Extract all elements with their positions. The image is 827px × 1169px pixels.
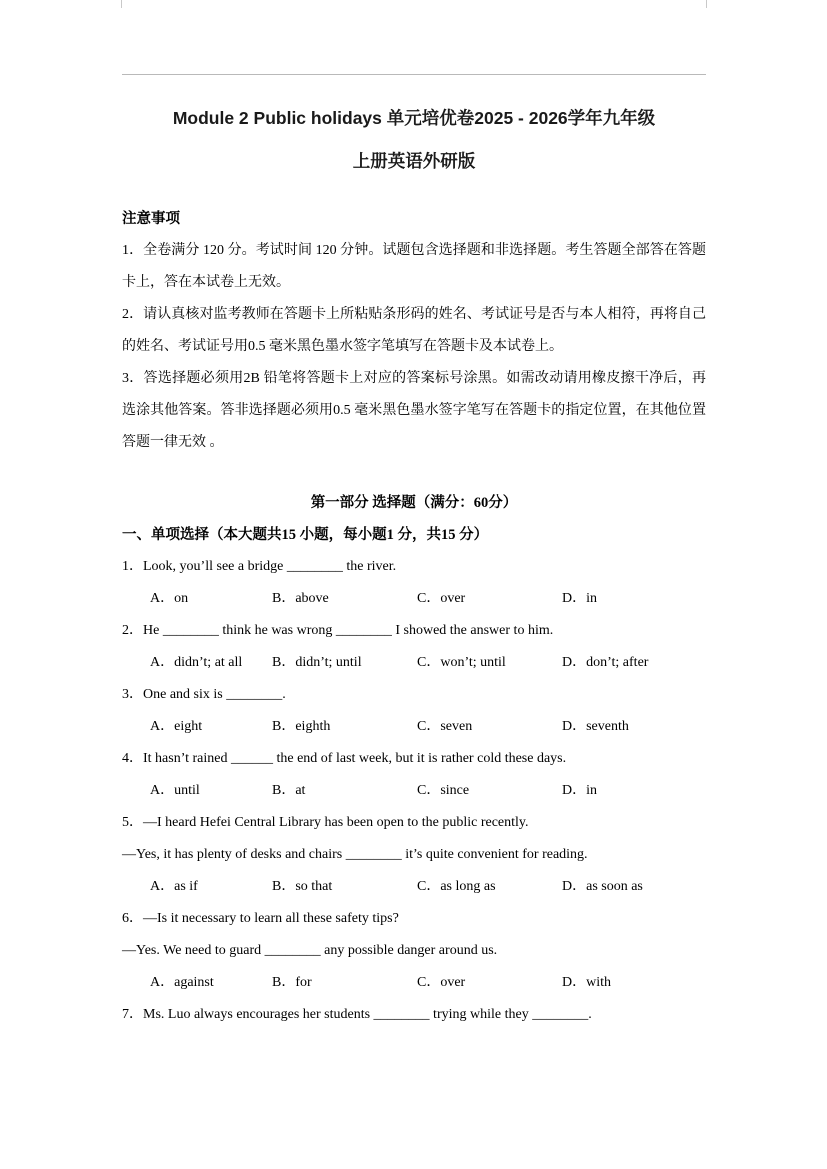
option: D．in — [562, 591, 597, 606]
options-row — [122, 711, 706, 743]
question-text: 7．Ms. Luo always encourages her students ________ trying while they ________. — [122, 1007, 592, 1022]
title-line-2: 上册英语外研版 — [352, 151, 476, 171]
option: D．don’t; after — [562, 655, 649, 670]
exam-page — [122, 0, 706, 1031]
page-title — [122, 97, 706, 183]
option: A．didn’t; at all — [150, 655, 243, 670]
option: C．over — [417, 975, 466, 990]
option: A．as if — [150, 879, 198, 894]
question-block — [122, 743, 706, 807]
option: B．above — [272, 591, 329, 606]
option: B．for — [272, 975, 312, 990]
notice-item-1: 1．全卷满分 120 分。考试时间 120 分钟。试题包含选择题和非选择题。考生答题全部答在答题卡上，答在本试卷上无效。 — [122, 243, 706, 290]
options-row — [122, 871, 706, 903]
question-text: 3．One and six is ________. — [122, 687, 286, 702]
option: A．against — [150, 975, 214, 990]
questions-list — [122, 551, 706, 1031]
question-text: —Yes, it has plenty of desks and chairs ________ it’s quite convenient for reading. — [122, 847, 588, 862]
question-block — [122, 807, 706, 903]
option: B．didn’t; until — [272, 655, 362, 670]
question-block — [122, 551, 706, 615]
question-text: 2．He ________ think he was wrong ________ I showed the answer to him. — [122, 623, 554, 638]
question-block — [122, 999, 706, 1031]
option: A．on — [150, 591, 189, 606]
option: B．eighth — [272, 719, 331, 734]
option: B．so that — [272, 879, 333, 894]
options-row — [122, 775, 706, 807]
option: D．with — [562, 975, 611, 990]
title-line-1: Module 2 Public holidays 单元培优卷2025 - 2026学年九年级 — [172, 108, 656, 128]
question-block — [122, 615, 706, 679]
question-text: 4．It hasn’t rained ______ the end of last week, but it is rather cold these days. — [122, 751, 567, 766]
option: D．as soon as — [562, 879, 643, 894]
option: A．eight — [150, 719, 203, 734]
options-row — [122, 647, 706, 679]
option: A．until — [150, 783, 200, 798]
options-row — [122, 967, 706, 999]
question-text: —Yes. We need to guard ________ any possible danger around us. — [122, 943, 498, 958]
question-text: 5．—I heard Hefei Central Library has been open to the public recently. — [122, 815, 529, 830]
question-block — [122, 903, 706, 999]
option: C．since — [417, 783, 470, 798]
option: C．over — [417, 591, 466, 606]
section-heading: 第一部分 选择题（满分：60分） — [310, 495, 518, 511]
option: C．won’t; until — [417, 655, 506, 670]
page-edge-mark-right — [706, 0, 707, 8]
header-rule — [122, 74, 706, 75]
option: B．at — [272, 783, 306, 798]
option: C．seven — [417, 719, 473, 734]
option: D．seventh — [562, 719, 629, 734]
notice-heading: 注意事项 — [122, 211, 180, 227]
option: D．in — [562, 783, 597, 798]
options-row — [122, 583, 706, 615]
question-block — [122, 679, 706, 743]
option: C．as long as — [417, 879, 496, 894]
part-heading: 一、单项选择（本大题共15 小题，每小题1 分，共15 分） — [122, 527, 489, 543]
notice-item-3: 3．答选择题必须用2B 铅笔将答题卡上对应的答案标号涂黑。如需改动请用橡皮擦干净后，再选涂其他答案。答非选择题必须用0.5 毫米黑色墨水签字笔写在答题卡的指定位置，在其他位置答题一律无效 。 — [122, 371, 706, 450]
question-text: 6．—Is it necessary to learn all these safety tips? — [122, 911, 399, 926]
question-text: 1．Look, you’ll see a bridge ________ the river. — [122, 559, 397, 574]
notice-item-2: 2．请认真核对监考教师在答题卡上所粘贴条形码的姓名、考试证号是否与本人相符，再将自己的姓名、考试证号用0.5 毫米黑色墨水签字笔填写在答题卡及本试卷上。 — [122, 307, 706, 354]
